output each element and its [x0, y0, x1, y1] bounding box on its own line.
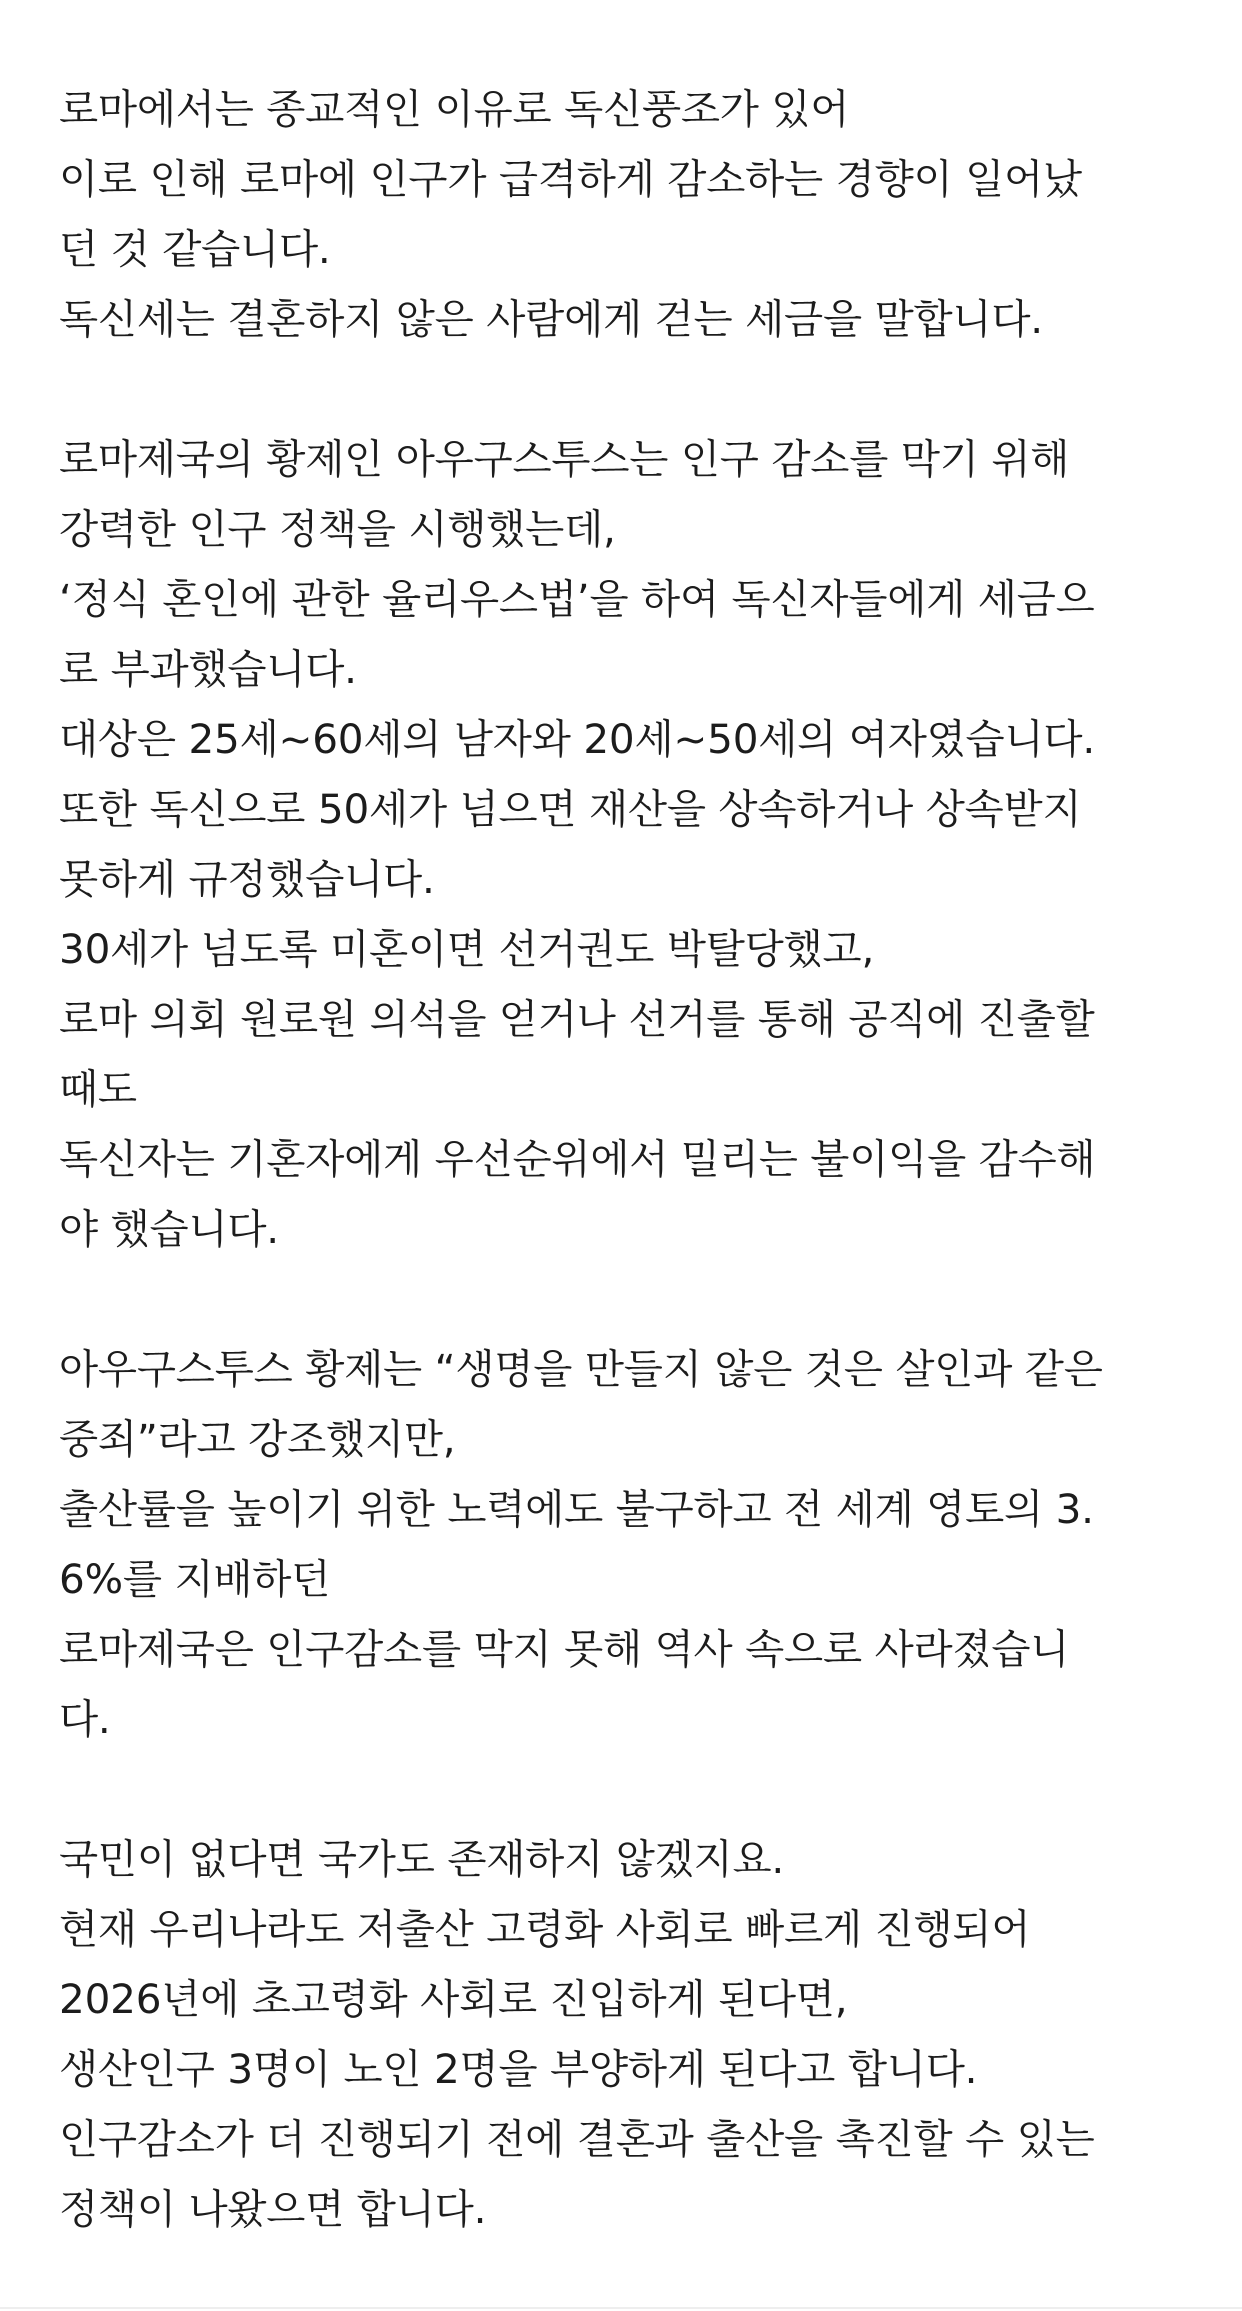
text-line: 30세가 넘도록 미혼이면 선거권도 박탈당했고,	[59, 925, 875, 973]
text-line: 강력한 인구 정책을 시행했는데,	[59, 505, 616, 553]
text-line: 야 했습니다.	[59, 1205, 279, 1253]
text-line: 로마 의회 원로원 의석을 얻거나 선거를 통해 공직에 진출할	[59, 995, 1095, 1043]
text-line: 다.	[59, 1695, 111, 1743]
paragraph-gap	[59, 1754, 1209, 1824]
text-line: 정책이 나왔으면 합니다.	[59, 2185, 487, 2233]
text-line: 로마에서는 종교적인 이유로 독신풍조가 있어	[59, 85, 850, 133]
text-line: 인구감소가 더 진행되기 전에 결혼과 출산을 촉진할 수 있는	[59, 2115, 1095, 2163]
text-line: 중죄”라고 강조했지만,	[59, 1415, 456, 1463]
text-line: 2026년에 초고령화 사회로 진입하게 된다면,	[59, 1975, 848, 2023]
text-line: 출산률을 높이기 위한 노력에도 불구하고 전 세계 영토의 3.	[59, 1485, 1094, 1533]
text-line: 아우구스투스 황제는 “생명을 만들지 않은 것은 살인과 같은	[59, 1345, 1103, 1393]
text-line: 현재 우리나라도 저출산 고령화 사회로 빠르게 진행되어	[59, 1905, 1031, 1953]
text-line: 대상은 25세~60세의 남자와 20세~50세의 여자였습니다.	[59, 715, 1095, 763]
text-line: 국민이 없다면 국가도 존재하지 않겠지요.	[59, 1835, 785, 1883]
text-line: 못하게 규정했습니다.	[59, 855, 435, 903]
paragraph	[59, 424, 1209, 1264]
text-line: 6%를 지배하던	[59, 1555, 331, 1603]
text-line: 로마제국은 인구감소를 막지 못해 역사 속으로 사라졌습니	[59, 1625, 1070, 1673]
text-line: 독신자는 기혼자에게 우선순위에서 밀리는 불이익을 감수해	[59, 1135, 1096, 1183]
text-line: 또한 독신으로 50세가 넘으면 재산을 상속하거나 상속받지	[59, 785, 1082, 833]
text-line: 이로 인해 로마에 인구가 급격하게 감소하는 경향이 일어났	[59, 155, 1082, 203]
text-line: 독신세는 결혼하지 않은 사람에게 걷는 세금을 말합니다.	[59, 295, 1043, 343]
paragraph	[59, 74, 1209, 354]
text-line: ‘정식 혼인에 관한 율리우스법’을 하여 독신자들에게 세금으	[59, 575, 1095, 623]
bottom-divider	[0, 2307, 1242, 2309]
text-line: 로 부과했습니다.	[59, 645, 357, 693]
paragraph	[59, 1334, 1209, 1754]
text-line: 때도	[59, 1065, 137, 1113]
paragraph-gap	[59, 354, 1209, 424]
paragraph-gap	[59, 1264, 1209, 1334]
article-body	[59, 74, 1209, 2244]
text-line: 로마제국의 황제인 아우구스투스는 인구 감소를 막기 위해	[59, 435, 1070, 483]
paragraph	[59, 1824, 1209, 2244]
text-line: 생산인구 3명이 노인 2명을 부양하게 된다고 합니다.	[59, 2045, 978, 2093]
text-line: 던 것 같습니다.	[59, 225, 331, 273]
